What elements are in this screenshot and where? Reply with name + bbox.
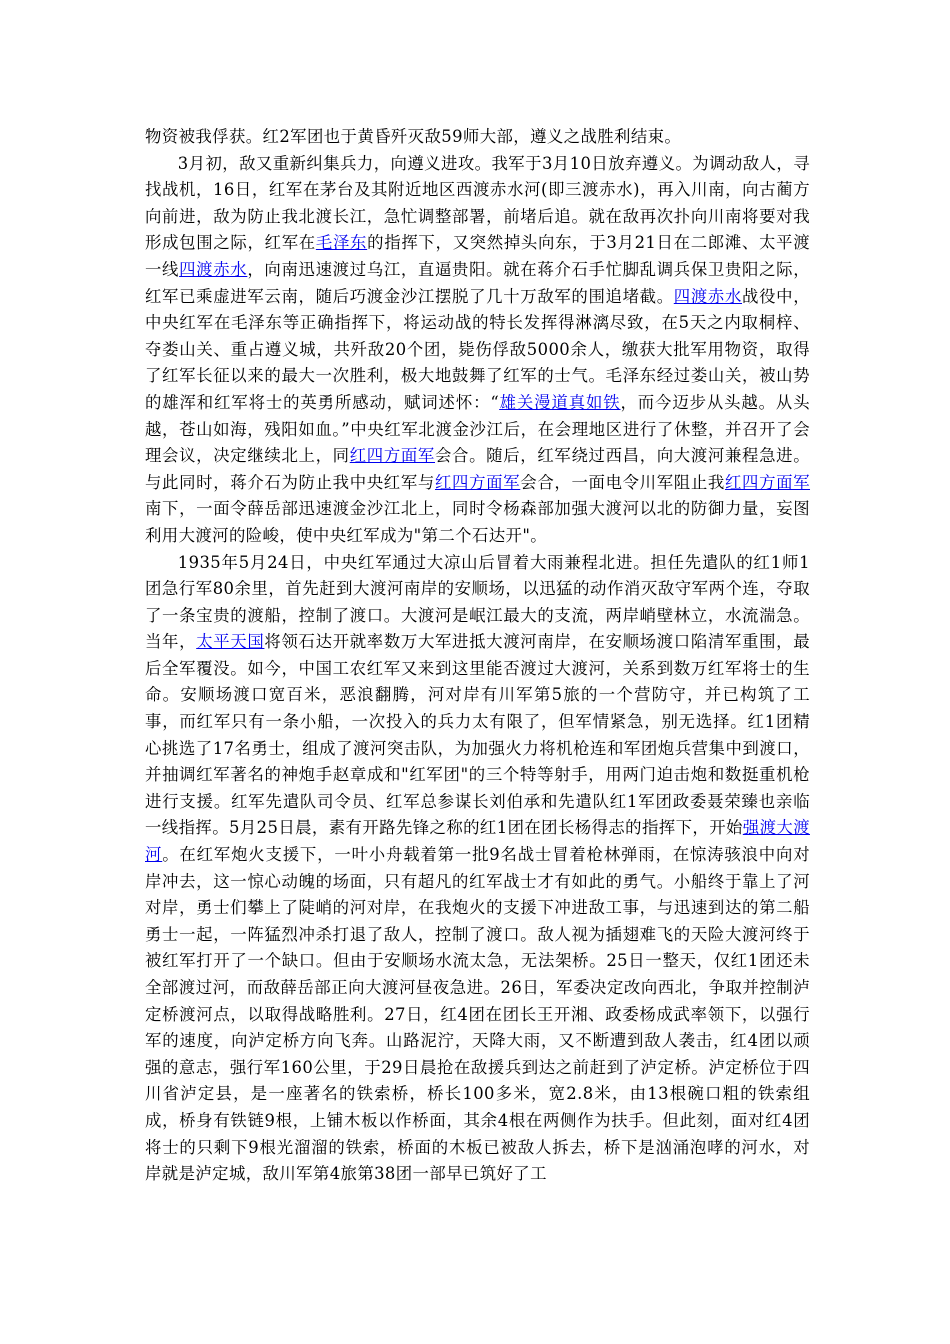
document-page <box>145 124 810 1188</box>
hyperlink[interactable]: 四渡赤水 <box>179 259 248 279</box>
hyperlink[interactable]: 雄关漫道真如铁 <box>499 392 621 412</box>
hyperlink[interactable]: 红四方面军 <box>434 472 521 492</box>
paragraph <box>145 550 810 1188</box>
hyperlink[interactable]: 四渡赤水 <box>673 286 743 306</box>
paragraph-text: 会合，一面电令川军阻止我 <box>520 472 725 492</box>
hyperlink[interactable]: 红四方面军 <box>349 446 435 466</box>
paragraph-text: 会合。随后，红军绕过西昌，向大渡河兼程急进。与此同时，蒋介石为防止我中央红军与 <box>145 446 810 492</box>
paragraph <box>145 151 810 550</box>
paragraph-text: 战役中，中央红军在毛泽东等正确指挥下，将运动战的特长发挥得淋漓尽致，在5天之内取桐梓、夺娄山关、重占遵义城，共歼敌20个团，毙伤俘敌5000余人，缴获大批军用物资，取得了红军长征以来的最大一次胜利，极大地鼓舞了红军的士气。毛泽东经过娄山关，被山势的雄浑和红军将士的英勇所感动，赋词述怀：“ <box>145 286 810 412</box>
paragraph <box>145 124 810 151</box>
paragraph-text: 物资被我俘获。红2军团也于黄昏歼灭敌59师大部，遵义之战胜利结束。 <box>145 127 682 146</box>
hyperlink[interactable]: 红四方面军 <box>724 472 811 492</box>
paragraph-text: 1935年5月24日，中央红军通过大凉山后冒着大雨兼程北进。担任先遣队的红1师1团急行军80余里，首先赶到大渡河南岸的安顺场，以迅猛的动作消灭敌守军两个连，夺取了一条宝贵的渡船，控制了渡口。大渡河是岷江最大的支流，两岸峭壁林立，水流湍急。当年， <box>145 552 810 652</box>
paragraph-text: ，而今迈步从头越。从头越，苍山如海，残阳如血。”中央红军北渡金沙江后，在会理地区进行了休整，并召开了会理会议，决定继续北上，同 <box>145 392 810 466</box>
hyperlink[interactable]: 太平天国 <box>196 632 265 652</box>
paragraph-text: ，向南迅速渡过乌江，直逼贵阳。就在蒋介石手忙脚乱调兵保卫贵阳之际，红军已乘虚进军云南，随后巧渡金沙江摆脱了几十万敌军的围追堵截。 <box>145 259 810 306</box>
hyperlink[interactable]: 毛泽东 <box>315 233 368 253</box>
hyperlink[interactable]: 强渡大渡河 <box>145 818 810 865</box>
paragraph-text: 将领石达开就率数万大军进抵大渡河南岸，在安顺场渡口陷清军重围，最后全军覆没。如今，中国工农红军又来到这里能否渡过大渡河，关系到数万红军将士的生命。安顺场渡口宽百米，恶浪翻腾，河对岸有川军第5旅的一个营防守，并已构筑了工事，而红军只有一条小船，一次投入的兵力太有限了，但军情紧急，别无选择。红1团精心挑选了17名勇士，组成了渡河突击队，为加强火力将机枪连和军团炮兵营集中到渡口，并抽调红军著名的神炮手赵章成和"红军团"的三个特等射手，用两门迫击炮和数挺重机枪进行支援。红军先遣队司令员、红军总参谋长刘伯承和先遣队红1军团政委聂荣臻也亲临一线指挥。5月25日晨，素有开路先锋之称的红1团在团长杨得志的指挥下，开始 <box>145 632 810 838</box>
paragraph-text: 。在红军炮火支援下，一叶小舟载着第一批9名战士冒着枪林弹雨，在惊涛骇浪中向对岸冲去，这一惊心动魄的场面，只有超凡的红军战士才有如此的勇气。小船终于靠上了河对岸，勇士们攀上了陡峭的河对岸，在我炮火的支援下冲进敌工事，与迅速到达的第二船勇士一起，一阵猛烈冲杀打退了敌人，控制了渡口。敌人视为插翅难飞的天险大渡河终于被红军打开了一个缺口。但由于安顺场水流太急，无法架桥。25日一整天，仅红1团还未全部渡过河，而敌薛岳部正向大渡河昼夜急进。26日，军委决定改向西北，争取并控制泸定桥渡河点，以取得战略胜利。27日，红4团在团长王开湘、政委杨成武率领下，以强行军的速度，向泸定桥方向飞奔。山路泥泞，天降大雨，又不断遭到敌人袭击，红4团以顽强的意志，强行军160公里，于29日晨抢在敌援兵到达之前赶到了泸定桥。泸定桥位于四川省泸定县，是一座著名的铁索桥，桥长100多米，宽2.8米，由13根碗口粗的铁索组成，桥身有铁链9根，上铺木板以作桥面，其余4根在两侧作为扶手。但此刻，面对红4团将士的只剩下9根光溜溜的铁索，桥面的木板已被敌人拆去，桥下是汹涌泡哮的河水，对岸就是泸定城，敌川军第4旅第38团一部早已筑好了工 <box>145 845 810 1184</box>
paragraph-text: 的指挥下，又突然掉头向东，于3月21日在二郎滩、太平渡一线 <box>145 233 810 279</box>
paragraph-text: 南下，一面令薛岳部迅速渡金沙江北上，同时令杨森部加强大渡河以北的防御力量，妄图利用大渡河的险峻，使中央红军成为"第二个石达开"。 <box>145 499 810 545</box>
paragraph-text: 3月初，敌又重新纠集兵力，向遵义进攻。我军于3月10日放弃遵义。为调动敌人，寻找战机，16日，红军在茅台及其附近地区西渡赤水河(即三渡赤水)，再入川南，向古蔺方向前进，敌为防止我北渡长江，急忙调整部署，前堵后追。就在敌再次扑向川南将要对我形成包围之际，红军在 <box>145 153 810 253</box>
